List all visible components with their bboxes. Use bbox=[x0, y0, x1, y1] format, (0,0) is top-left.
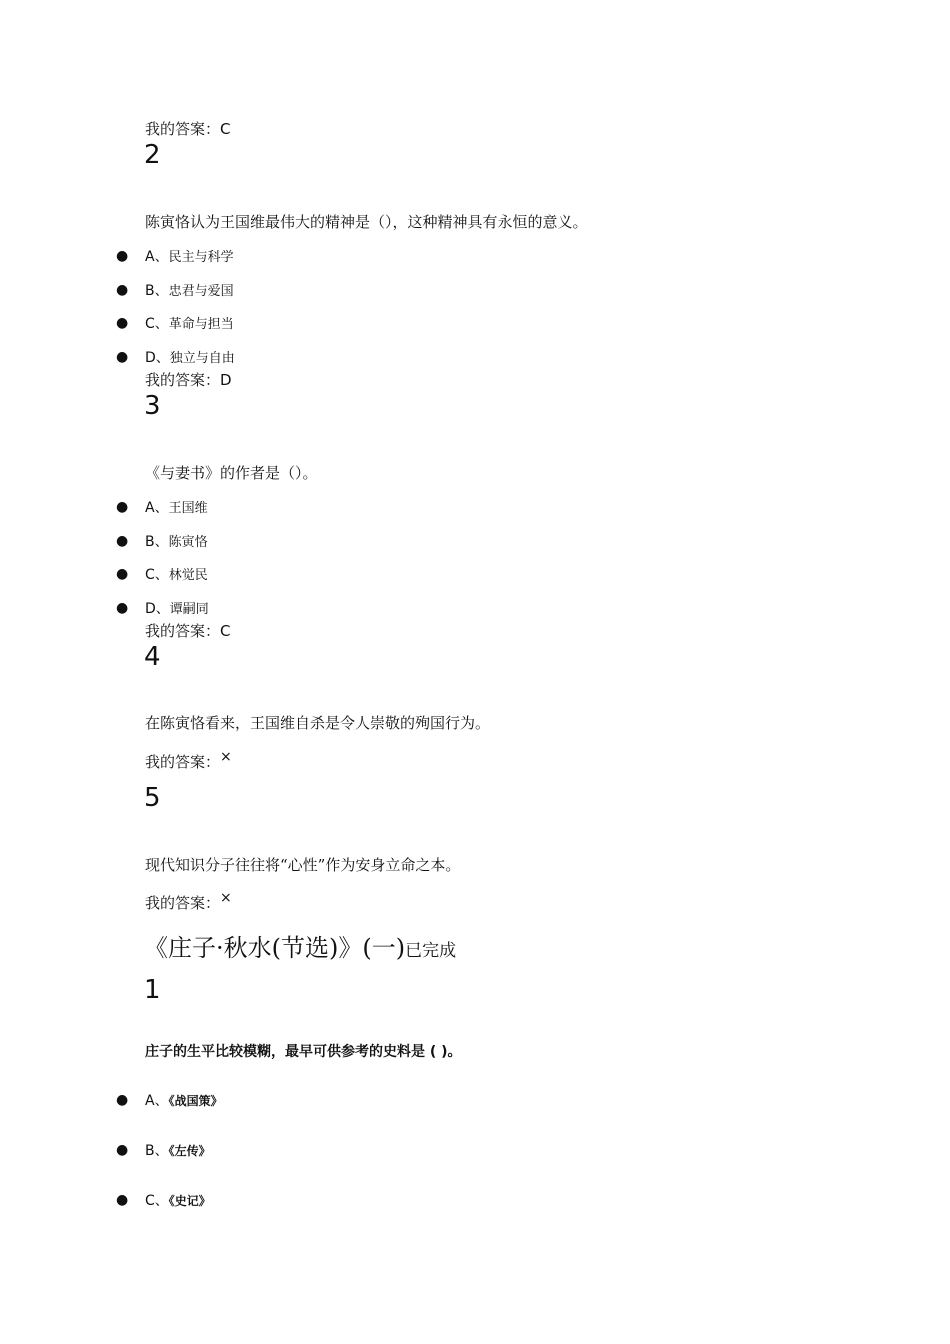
question-text: 在陈寅恪看来，王国维自杀是令人崇敬的殉国行为。 bbox=[145, 714, 491, 732]
cross-icon: × bbox=[220, 890, 232, 906]
bullet-icon: ● bbox=[116, 1092, 129, 1108]
answer-line bbox=[145, 118, 231, 139]
option-letter: B、 bbox=[145, 283, 169, 299]
option-c[interactable] bbox=[145, 313, 234, 333]
option-text: 谭嗣同 bbox=[169, 602, 209, 617]
section-title-text: 《庄子·秋水(节选)》(一) bbox=[144, 934, 406, 962]
answer-label: 我的答案： bbox=[145, 371, 221, 389]
section-status: 已完成 bbox=[405, 941, 457, 961]
option-text: 独立与自由 bbox=[169, 351, 235, 366]
answer-label: 我的答案： bbox=[145, 622, 221, 640]
option-letter: B、 bbox=[145, 534, 169, 550]
bullet-icon: ● bbox=[116, 1192, 129, 1208]
option-a[interactable] bbox=[145, 246, 234, 266]
option-letter: B、 bbox=[145, 1143, 169, 1159]
option-b[interactable] bbox=[145, 1140, 211, 1160]
answer-label: 我的答案： bbox=[145, 120, 221, 138]
option-text: 《左传》 bbox=[168, 1144, 211, 1158]
bullet-icon: ● bbox=[116, 499, 129, 515]
answer-value: C bbox=[220, 120, 231, 138]
option-letter: C、 bbox=[145, 316, 169, 332]
option-text: 陈寅恪 bbox=[168, 535, 208, 550]
answer-label: 我的答案： bbox=[145, 894, 221, 912]
answer-line bbox=[145, 751, 232, 772]
option-text: 《史记》 bbox=[168, 1194, 211, 1208]
option-letter: C、 bbox=[145, 567, 169, 583]
option-d[interactable] bbox=[145, 598, 209, 618]
question-number: 2 bbox=[144, 140, 161, 170]
answer-value: D bbox=[220, 371, 232, 389]
answer-value: C bbox=[220, 622, 231, 640]
bullet-icon: ● bbox=[116, 282, 129, 298]
answer-line bbox=[145, 892, 232, 913]
option-letter: D、 bbox=[145, 350, 170, 366]
question-text: 《与妻书》的作者是（）。 bbox=[145, 464, 318, 482]
option-letter: C、 bbox=[145, 1193, 169, 1209]
option-letter: D、 bbox=[145, 601, 170, 617]
question-text: 陈寅恪认为王国维最伟大的精神是（），这种精神具有永恒的意义。 bbox=[145, 213, 588, 231]
answer-line bbox=[145, 369, 232, 390]
question-number: 5 bbox=[144, 783, 161, 813]
bullet-icon: ● bbox=[116, 248, 129, 264]
question-number: 1 bbox=[144, 975, 161, 1005]
bullet-icon: ● bbox=[116, 1142, 129, 1158]
option-c[interactable] bbox=[145, 564, 208, 584]
option-text: 民主与科学 bbox=[168, 250, 234, 265]
bullet-icon: ● bbox=[116, 533, 129, 549]
bullet-icon: ● bbox=[116, 349, 129, 365]
option-b[interactable] bbox=[145, 280, 234, 300]
bullet-icon: ● bbox=[116, 566, 129, 582]
question-number: 4 bbox=[144, 642, 161, 672]
option-c[interactable] bbox=[145, 1190, 211, 1210]
option-letter: A、 bbox=[145, 1093, 169, 1109]
option-letter: A、 bbox=[145, 500, 169, 516]
option-d[interactable] bbox=[145, 347, 235, 367]
bullet-icon: ● bbox=[116, 600, 129, 616]
answer-line bbox=[145, 620, 231, 641]
answer-label: 我的答案： bbox=[145, 753, 221, 771]
option-text: 《战国策》 bbox=[168, 1094, 223, 1108]
option-text: 王国维 bbox=[168, 501, 208, 516]
question-number: 3 bbox=[144, 391, 161, 421]
section-title bbox=[144, 928, 456, 963]
option-text: 林觉民 bbox=[168, 568, 208, 583]
option-text: 革命与担当 bbox=[168, 317, 234, 332]
option-letter: A、 bbox=[145, 249, 169, 265]
question-text: 庄子的生平比较模糊，最早可供参考的史料是 ( )。 bbox=[145, 1044, 462, 1060]
cross-icon: × bbox=[220, 749, 232, 765]
bullet-icon: ● bbox=[116, 315, 129, 331]
option-text: 忠君与爱国 bbox=[168, 284, 234, 299]
question-text: 现代知识分子往往将“心性”作为安身立命之本。 bbox=[145, 856, 461, 874]
option-a[interactable] bbox=[145, 1090, 223, 1110]
option-b[interactable] bbox=[145, 531, 208, 551]
option-a[interactable] bbox=[145, 497, 208, 517]
